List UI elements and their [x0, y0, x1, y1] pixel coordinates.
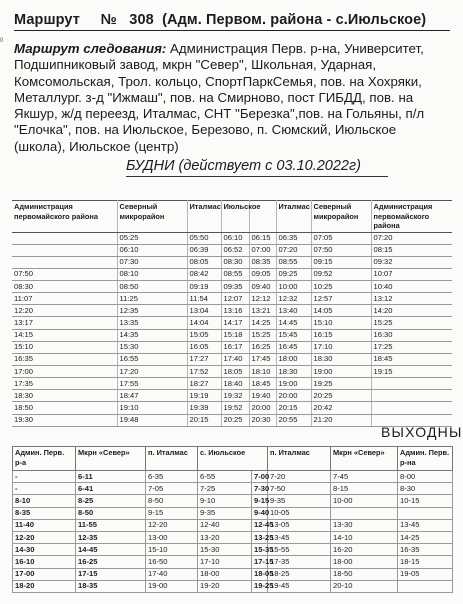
- weekend-cell: 19-05: [398, 568, 453, 580]
- edge-mark: 0: [0, 38, 4, 44]
- weekday-cell: 18:10: [249, 366, 276, 378]
- weekday-cell: 12:07: [221, 293, 249, 305]
- weekend-header: п. Италмас: [268, 447, 331, 471]
- weekend-cell: 19-45: [268, 580, 331, 592]
- weekend-cell: 7-45: [331, 471, 398, 483]
- weekday-cell: 08:50: [117, 281, 187, 293]
- weekday-cell: 17:10: [311, 341, 371, 353]
- weekday-cell: 18:05: [221, 366, 249, 378]
- weekend-cell: 16-10: [13, 556, 76, 568]
- weekday-cell: 13:40: [276, 305, 311, 317]
- table-row: [13, 544, 453, 556]
- weekday-cell: 17:27: [187, 353, 221, 365]
- weekday-cell: 17:25: [371, 341, 452, 353]
- weekend-cell: 13-20: [198, 531, 252, 543]
- weekday-cell: 19:30: [12, 414, 117, 426]
- weekend-cell: 16-20: [331, 544, 398, 556]
- weekday-cell: 08:05: [187, 256, 221, 268]
- weekend-cell: 10-05: [268, 507, 331, 519]
- weekday-cell: 10:40: [371, 281, 452, 293]
- weekday-cell: 14:45: [276, 317, 311, 329]
- weekday-cell: 16:05: [187, 341, 221, 353]
- weekday-header: Северный микрорайон: [311, 201, 371, 233]
- weekday-cell: 07:20: [371, 232, 452, 244]
- weekend-cell: 18-35: [76, 580, 146, 592]
- weekend-cell: 7-50: [268, 483, 331, 495]
- weekend-cell: 19-00: [146, 580, 198, 592]
- title-number-label: №: [100, 12, 117, 28]
- weekday-cell: 07:50: [311, 244, 371, 256]
- table-row: [12, 329, 452, 341]
- table-row: [12, 268, 452, 280]
- weekday-cell: 13:17: [12, 317, 117, 329]
- weekday-header: Администрация первомайского района: [12, 201, 117, 233]
- weekend-cell: 13-05: [268, 519, 331, 531]
- table-row: [12, 256, 452, 268]
- weekday-cell: 21:20: [311, 414, 371, 426]
- weekday-cell: 10:07: [371, 268, 452, 280]
- weekday-table-body: [12, 232, 452, 426]
- title-prefix: Маршрут: [14, 12, 80, 28]
- weekday-cell: 09:35: [221, 281, 249, 293]
- weekday-cell: 13:21: [249, 305, 276, 317]
- weekend-cell: 10-15: [398, 495, 453, 507]
- weekday-cell: 19:32: [221, 390, 249, 402]
- weekday-cell: 12:12: [249, 293, 276, 305]
- weekday-cell: 12:32: [276, 293, 311, 305]
- weekday-cell: 19:39: [187, 402, 221, 414]
- weekend-cell: 19-25: [252, 580, 268, 592]
- table-row: [13, 519, 453, 531]
- weekend-cell: 17-00: [13, 568, 76, 580]
- weekday-cell: 15:30: [117, 341, 187, 353]
- weekend-cell: 18-25: [268, 568, 331, 580]
- weekday-cell: 12:35: [117, 305, 187, 317]
- weekday-cell: 08:10: [117, 268, 187, 280]
- table-row: [12, 341, 452, 353]
- weekday-cell: 08:15: [371, 244, 452, 256]
- weekend-table: [12, 446, 453, 593]
- weekday-cell: 19:15: [371, 366, 452, 378]
- weekday-cell: 19:52: [221, 402, 249, 414]
- weekend-cell: 14-45: [76, 544, 146, 556]
- weekend-cell: 13-45: [268, 531, 331, 543]
- weekend-cell: 17-15: [76, 568, 146, 580]
- weekend-cell: 9-10: [198, 495, 252, 507]
- table-row: [12, 378, 452, 390]
- weekend-cell: 18-20: [13, 580, 76, 592]
- weekday-cell: [371, 390, 452, 402]
- weekday-cell: 17:35: [12, 378, 117, 390]
- weekday-cell: 05:50: [187, 232, 221, 244]
- weekend-header: с. Июльское: [198, 447, 268, 471]
- weekend-cell: 14-25: [398, 531, 453, 543]
- weekday-cell: 20:25: [311, 390, 371, 402]
- weekend-cell: 6-55: [198, 471, 252, 483]
- weekend-cell: 14-10: [331, 531, 398, 543]
- weekday-cell: 19:48: [117, 414, 187, 426]
- weekday-header: Италмас: [276, 201, 311, 233]
- weekday-cell: 16:55: [117, 353, 187, 365]
- weekday-cell: 07:20: [276, 244, 311, 256]
- weekend-cell: 13-45: [398, 519, 453, 531]
- table-row: [13, 483, 453, 495]
- weekend-cell: 18-00: [331, 556, 398, 568]
- weekday-cell: 08:55: [221, 268, 249, 280]
- weekday-cell: 08:30: [12, 281, 117, 293]
- weekend-header: п. Италмас: [146, 447, 198, 471]
- weekend-cell: 18-15: [398, 556, 453, 568]
- weekday-cell: 18:00: [276, 353, 311, 365]
- weekday-cell: 09:15: [311, 256, 371, 268]
- weekend-cell: 8-00: [398, 471, 453, 483]
- weekday-cell: 15:18: [221, 329, 249, 341]
- weekday-cell: 19:40: [249, 390, 276, 402]
- weekend-cell: [398, 507, 453, 519]
- weekday-cell: 05:25: [117, 232, 187, 244]
- weekday-cell: 09:40: [249, 281, 276, 293]
- table-row: [13, 507, 453, 519]
- weekday-cell: 08:30: [221, 256, 249, 268]
- weekend-cell: 8-35: [13, 507, 76, 519]
- weekend-cell: 7-20: [268, 471, 331, 483]
- route-description: [14, 41, 450, 155]
- table-row: [12, 366, 452, 378]
- route-name: (Адм. Первом. района - с.Июльское): [162, 12, 427, 28]
- weekend-cell: 15-30: [198, 544, 252, 556]
- weekend-cell: 7-05: [146, 483, 198, 495]
- route-stops: Администрация Перв. р-на, Университет, Подшипниковый завод, мкрн "Север", Школьная, Ударная, Комсомольская, Трол. кольцо, СпортПаркСемья, пов. на Хохряки, Металлург. з-д "Ижмаш", пов. на Смирново, пост ГИБДД, пов. на Якшур, ж/д переезд, Италмас, СНТ "Березка",пов. на Гольяны, п/л "Елочка", пов. на Июльское, Березово, п. Сюмский, Июльское (школа), Июльское (центр): [14, 41, 425, 154]
- weekend-cell: 18-05: [252, 568, 268, 580]
- weekday-header: Италмас: [187, 201, 221, 233]
- weekend-table-body: [13, 471, 453, 593]
- weekday-cell: 20:42: [311, 402, 371, 414]
- weekend-cell: 9-15: [252, 495, 268, 507]
- weekend-cell: 8-10: [13, 495, 76, 507]
- weekday-cell: 08:55: [276, 256, 311, 268]
- weekday-cell: 14:20: [371, 305, 452, 317]
- weekday-cell: 17:55: [117, 378, 187, 390]
- table-row: [13, 495, 453, 507]
- weekday-cell: 06:10: [117, 244, 187, 256]
- weekday-cell: 10:00: [276, 281, 311, 293]
- weekend-cell: 19-20: [198, 580, 252, 592]
- table-row: [12, 402, 452, 414]
- table-row: [12, 293, 452, 305]
- weekend-cell: 11-55: [76, 519, 146, 531]
- weekday-cell: 09:25: [276, 268, 311, 280]
- weekday-cell: 18:50: [12, 402, 117, 414]
- weekday-cell: 17:40: [221, 353, 249, 365]
- weekend-cell: -: [13, 483, 76, 495]
- weekday-cell: 15:25: [371, 317, 452, 329]
- weekend-cell: 16-50: [146, 556, 198, 568]
- weekday-cell: 17:52: [187, 366, 221, 378]
- weekend-header: Админ. Перв. р-на: [398, 447, 453, 471]
- weekday-cell: 15:25: [249, 329, 276, 341]
- weekend-cell: 6-11: [76, 471, 146, 483]
- weekday-cell: 18:45: [371, 353, 452, 365]
- weekday-cell: 18:27: [187, 378, 221, 390]
- weekday-cell: 08:35: [249, 256, 276, 268]
- weekend-cell: 10-00: [331, 495, 398, 507]
- table-row: [12, 232, 452, 244]
- weekend-cell: 20-10: [331, 580, 398, 592]
- weekday-cell: 17:45: [249, 353, 276, 365]
- weekday-cell: 14:15: [12, 329, 117, 341]
- weekday-cell: 16:15: [311, 329, 371, 341]
- weekday-cell: 17:00: [12, 366, 117, 378]
- weekday-cell: 13:35: [117, 317, 187, 329]
- weekend-cell: 12-45: [252, 519, 268, 531]
- weekday-cell: 19:25: [311, 378, 371, 390]
- weekday-header: Администрация первомайского района: [371, 201, 452, 233]
- weekday-cell: 20:15: [187, 414, 221, 426]
- weekday-cell: 06:39: [187, 244, 221, 256]
- weekend-cell: 13-30: [331, 519, 398, 531]
- weekday-cell: 20:55: [276, 414, 311, 426]
- weekend-cell: 8-50: [76, 507, 146, 519]
- weekday-cell: 08:42: [187, 268, 221, 280]
- page-title: [14, 12, 450, 28]
- table-row: [13, 556, 453, 568]
- weekday-cell: 17:20: [117, 366, 187, 378]
- weekday-cell: 18:30: [311, 353, 371, 365]
- weekday-cell: 16:17: [221, 341, 249, 353]
- weekday-cell: 16:25: [249, 341, 276, 353]
- weekend-cell: 15-55: [268, 544, 331, 556]
- weekday-cell: 14:17: [221, 317, 249, 329]
- weekday-cell: 14:04: [187, 317, 221, 329]
- weekday-cell: 12:57: [311, 293, 371, 305]
- table-row: [13, 531, 453, 543]
- table-row: [12, 317, 452, 329]
- weekend-cell: 8-15: [331, 483, 398, 495]
- weekend-cell: 16-25: [76, 556, 146, 568]
- weekday-cell: [12, 244, 117, 256]
- weekend-cell: 15-35: [252, 544, 268, 556]
- route-number: 308: [129, 12, 154, 28]
- weekday-cell: 11:25: [117, 293, 187, 305]
- weekend-header-row: [13, 447, 453, 471]
- weekend-cell: 16-35: [398, 544, 453, 556]
- weekday-cell: 16:30: [371, 329, 452, 341]
- weekend-cell: 13-25: [252, 531, 268, 543]
- weekend-cell: 7-00: [252, 471, 268, 483]
- weekday-cell: 09:19: [187, 281, 221, 293]
- weekday-cell: 12:20: [12, 305, 117, 317]
- table-row: [12, 305, 452, 317]
- weekend-cell: 8-50: [146, 495, 198, 507]
- weekday-cell: 19:19: [187, 390, 221, 402]
- weekday-cell: 13:12: [371, 293, 452, 305]
- weekend-cell: 8-25: [76, 495, 146, 507]
- weekend-cell: 17-40: [146, 568, 198, 580]
- weekend-cell: 12-35: [76, 531, 146, 543]
- table-row: [13, 471, 453, 483]
- weekend-cell: 8-30: [398, 483, 453, 495]
- weekday-cell: 20:15: [276, 402, 311, 414]
- weekend-cell: [331, 507, 398, 519]
- weekend-cell: 12-20: [146, 519, 198, 531]
- weekend-cell: 11-40: [13, 519, 76, 531]
- weekday-cell: 18:30: [12, 390, 117, 402]
- table-row: [13, 568, 453, 580]
- weekday-cell: 06:15: [249, 232, 276, 244]
- weekday-cell: 13:04: [187, 305, 221, 317]
- weekday-cell: 15:45: [276, 329, 311, 341]
- table-row: [12, 244, 452, 256]
- weekday-cell: 07:30: [117, 256, 187, 268]
- weekend-cell: 17-10: [198, 556, 252, 568]
- weekday-cell: 06:35: [276, 232, 311, 244]
- weekend-cell: 6-35: [146, 471, 198, 483]
- weekday-cell: 14:25: [249, 317, 276, 329]
- table-row: [12, 353, 452, 365]
- weekday-cell: 20:30: [249, 414, 276, 426]
- weekend-cell: 12-20: [13, 531, 76, 543]
- weekday-cell: 07:50: [12, 268, 117, 280]
- weekday-cell: 11:54: [187, 293, 221, 305]
- weekend-cell: 12-40: [198, 519, 252, 531]
- weekday-header: Северный микрорайон: [117, 201, 187, 233]
- weekday-cell: 07:00: [249, 244, 276, 256]
- weekday-cell: 06:10: [221, 232, 249, 244]
- table-row: [13, 580, 453, 592]
- table-row: [12, 281, 452, 293]
- weekday-cell: [12, 256, 117, 268]
- weekday-cell: 20:00: [249, 402, 276, 414]
- weekday-cell: [12, 232, 117, 244]
- weekend-cell: 9-40: [252, 507, 268, 519]
- weekday-cell: 15:10: [311, 317, 371, 329]
- weekday-cell: 14:35: [117, 329, 187, 341]
- weekend-header: Мкрн «Север»: [76, 447, 146, 471]
- weekend-title: ВЫХОДНЫ: [381, 424, 463, 440]
- weekday-cell: [371, 402, 452, 414]
- weekday-cell: 20:00: [276, 390, 311, 402]
- weekday-cell: 07:05: [311, 232, 371, 244]
- weekday-cell: 09:05: [249, 268, 276, 280]
- weekday-cell: 14:05: [311, 305, 371, 317]
- weekday-cell: 13:16: [221, 305, 249, 317]
- weekday-cell: 18:47: [117, 390, 187, 402]
- weekday-cell: 19:00: [276, 378, 311, 390]
- weekend-header: Админ. Перв. р-а: [13, 447, 76, 471]
- weekend-cell: 17-35: [268, 556, 331, 568]
- weekday-cell: 19:00: [311, 366, 371, 378]
- weekend-header: Мкрн «Север»: [331, 447, 398, 471]
- weekday-cell: [371, 378, 452, 390]
- route-heading: Маршрут следования:: [14, 41, 167, 56]
- weekend-cell: 15-10: [146, 544, 198, 556]
- weekend-cell: 9-35: [198, 507, 252, 519]
- weekend-cell: 7-25: [198, 483, 252, 495]
- weekday-underline: [126, 176, 388, 177]
- weekend-cell: [398, 580, 453, 592]
- weekend-cell: -: [13, 471, 76, 483]
- weekend-cell: 18-50: [331, 568, 398, 580]
- weekday-cell: 18:40: [221, 378, 249, 390]
- weekend-cell: 6-41: [76, 483, 146, 495]
- weekday-cell: 09:52: [311, 268, 371, 280]
- weekend-cell: 9-35: [268, 495, 331, 507]
- weekday-cell: 18:30: [276, 366, 311, 378]
- weekday-header-row: [12, 201, 452, 233]
- title-underline: [14, 30, 450, 31]
- weekday-cell: 18:45: [249, 378, 276, 390]
- weekday-cell: 15:10: [12, 341, 117, 353]
- table-row: [12, 390, 452, 402]
- weekend-cell: 13-00: [146, 531, 198, 543]
- weekday-table: [12, 200, 452, 427]
- weekday-cell: 15:05: [187, 329, 221, 341]
- weekday-cell: 09:32: [371, 256, 452, 268]
- weekday-cell: 11:07: [12, 293, 117, 305]
- weekday-cell: 20:25: [221, 414, 249, 426]
- weekday-header: Июльское: [221, 201, 249, 233]
- weekday-cell: 16:35: [12, 353, 117, 365]
- weekday-title: БУДНИ (действует с 03.10.2022г): [126, 158, 361, 174]
- weekend-cell: 7-30: [252, 483, 268, 495]
- weekday-cell: 19:10: [117, 402, 187, 414]
- weekend-cell: 17-15: [252, 556, 268, 568]
- weekend-cell: 18-00: [198, 568, 252, 580]
- weekend-cell: 14-30: [13, 544, 76, 556]
- weekday-cell: 16:45: [276, 341, 311, 353]
- weekend-cell: 9-15: [146, 507, 198, 519]
- weekday-cell: 06:52: [221, 244, 249, 256]
- weekday-cell: 10:25: [311, 281, 371, 293]
